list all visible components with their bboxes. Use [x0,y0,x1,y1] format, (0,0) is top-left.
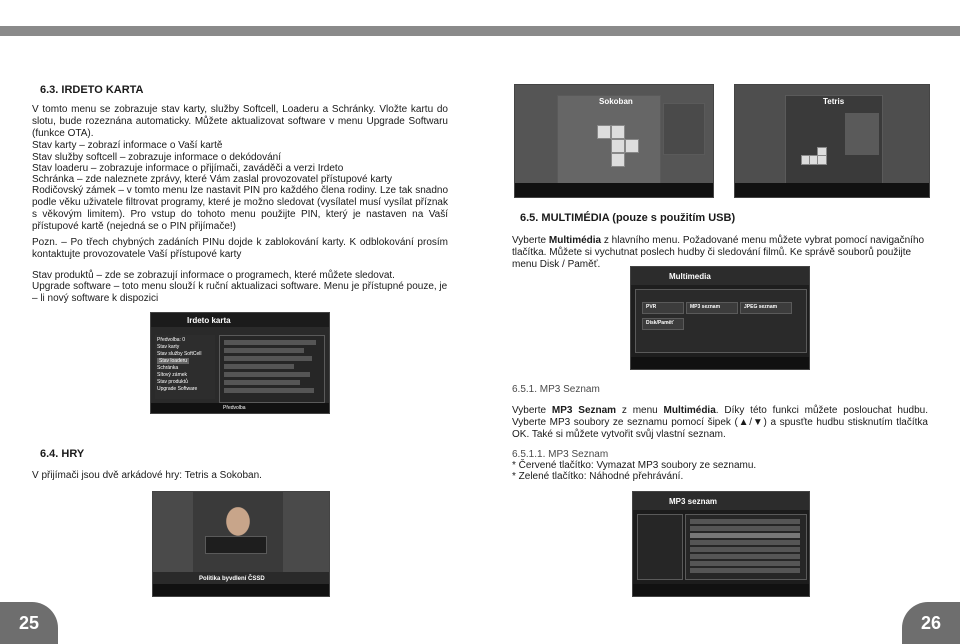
page-number-right: 26 [902,602,960,644]
tetris-screenshot [734,84,930,198]
multimedia-item: MP3 seznam [690,304,721,310]
irdeto-screenshot-title: Irdeto karta [187,316,231,325]
irdeto-menu-item: Stav služby SoftCell [157,351,202,357]
game-screenshot [152,491,330,597]
parental-lock-text: Rodičovský zámek – v tomto menu lze nastavit PIN pro každého člena rodiny. Lze tak snadno podle věku uživatele filtrovat programy, které je možno sledovat (vysílatel musí vysílat příznak s věkovým limitem). Pro vstup do tohoto menu použijte PIN, který je nastaven na Vaší přístupové kartě (nejedná se o PIN přijímače!) [32,185,448,232]
irdeto-line: Stav loaderu – zobrazuje informace o přijímači, zaváděči a verzi Irdeto [32,163,344,174]
mp3-sub-title: 6.5.1.1. MP3 Seznam [512,449,609,460]
irdeto-footer-label: Předvolba [223,405,246,411]
mp3-text: Vyberte MP3 Seznam z menu Multimédia. Díky této funkci můžete poslouchat hudbu. Vyberte MP3 soubory ze seznamu pomocí šipek (▲/▼) a spusťte hudbu stisknutím tlačítka OK. Také si můžete vytvořit svůj vlastní seznam. [512,405,928,440]
multimedia-text: Vyberte Multimédia z hlavního menu. Požadované menu můžete vybrat pomocí navigačního tlačítka. Můžete si vychutnat poslech hudby či sledování filmů. Ke správě souborů použijte menu Disk / Paměť. [512,235,925,270]
games-text: V přijímači jsou dvě arkádové hry: Tetris a Sokoban. [32,470,262,481]
mp3-bullet: * Zelené tlačítko: Náhodné přehrávání. [512,471,684,482]
mp3-screenshot [632,491,810,597]
multimedia-item: Disk/Paměť [646,320,674,326]
irdeto-menu-item: Předvolba: 0 [157,337,186,343]
mp3-bullet: * Červené tlačítko: Vymazat MP3 soubory ze seznamu. [512,460,757,471]
page-number-left: 25 [0,602,58,644]
multimedia-item: PVR [646,304,657,310]
irdeto-line: Stav karty – zobrazí informace o Vaší kartě [32,140,223,151]
irdeto-screenshot [150,312,330,414]
multimedia-screenshot [630,266,810,370]
sokoban-title: Sokoban [599,97,633,106]
section-title-irdeto: 6.3. IRDETO KARTA [40,84,144,96]
irdeto-menu-item: Upgrade Software [157,386,198,392]
irdeto-line: Stav služby softcell – zobrazuje informace o dekódování [32,152,282,163]
product-status-text: Stav produktů – zde se zobrazují informace o programech, které můžete sledovat. [32,270,395,281]
multimedia-item: JPEG seznam [744,304,778,310]
irdeto-menu-item: Stav produktů [157,379,188,385]
news-caption: Politika byvdlení ČSSD [199,576,265,582]
section-title-multimedia: 6.5. MULTIMÉDIA (pouze s použitím USB) [520,212,736,224]
section-title-games: 6.4. HRY [40,448,85,460]
mp3-screenshot-title: MP3 seznam [669,497,718,506]
tetris-title: Tetris [823,97,845,106]
irdeto-menu-item: Sítový zámek [157,372,188,378]
mp3-section-title: 6.5.1. MP3 Seznam [512,384,600,395]
upgrade-text: Upgrade software – toto menu slouží k ruční aktualizaci software. Menu je přístupné pouze, je – li nový software k dispozici [32,281,448,304]
sokoban-screenshot [514,84,714,198]
irdeto-menu-item: Stav karty [157,344,180,350]
irdeto-menu-item: Stav loaderu [159,358,188,364]
multimedia-screenshot-title: Multimedia [669,272,711,281]
irdeto-menu-item: Schránka [157,365,179,371]
right-page [480,0,960,644]
irdeto-line: Schránka – zde naleznete zprávy, které Vám zaslal provozovatel přístupové karty [32,174,392,185]
pin-note: Pozn. – Po třech chybných zadáních PINu dojde k zablokování karty. K odblokování prosím kontaktujte provozovatele Vaší přístupové karty [32,237,448,260]
irdeto-intro: V tomto menu se zobrazuje stav karty, služby Softcell, Loaderu a Schránky. Vložte kartu do slotu, bude rozeznána automaticky. Můžete aktualizovat software v menu Upgrade Softwaru (funkce OTA). [32,104,448,139]
